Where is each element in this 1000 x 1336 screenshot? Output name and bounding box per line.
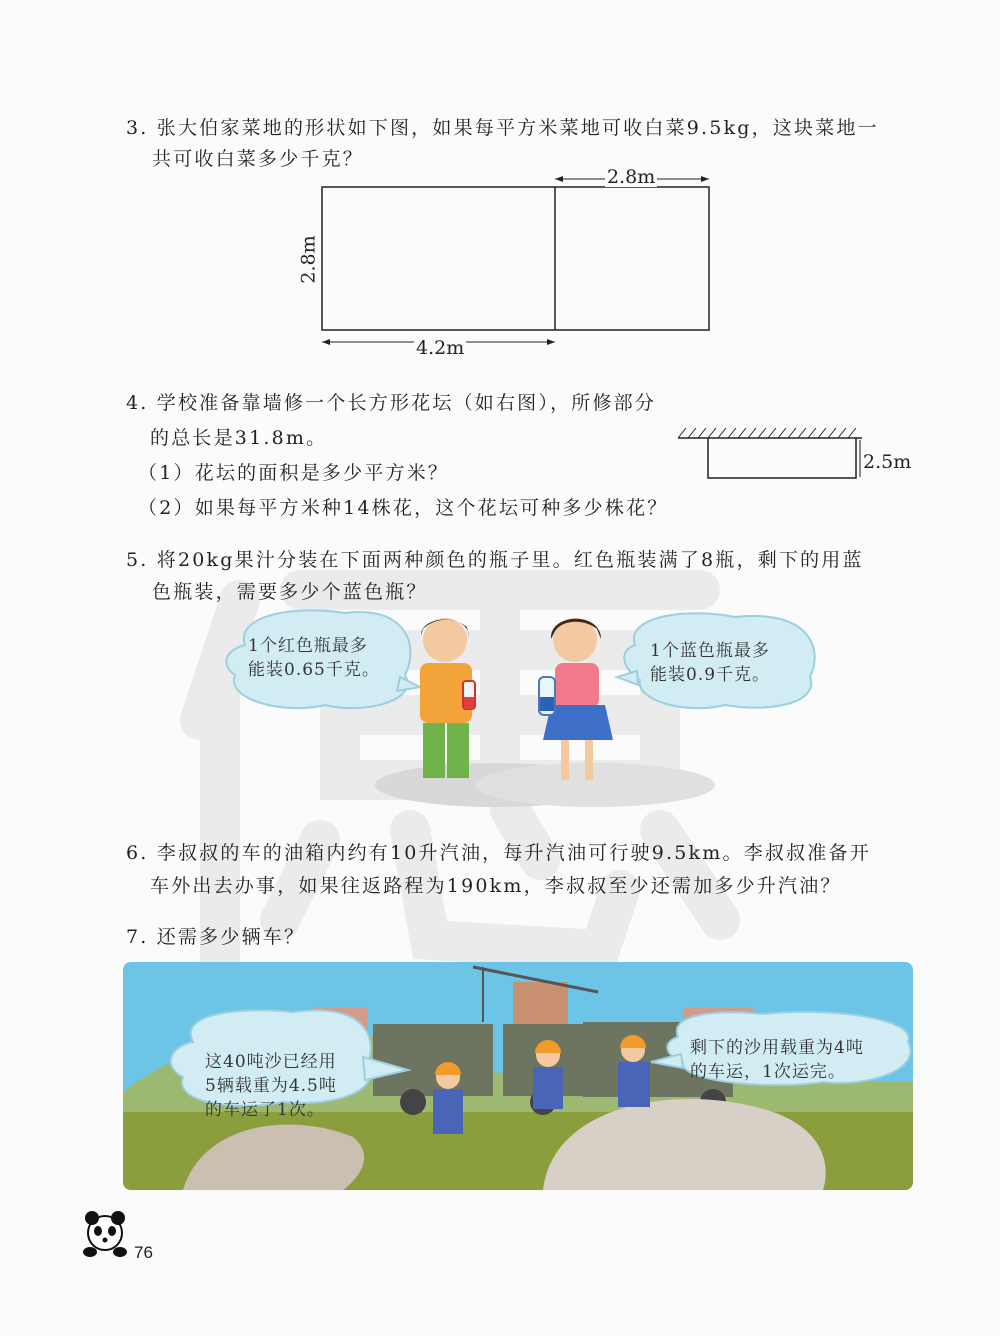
q7-bubble-left-line3: 的车运了1次。 [205, 1100, 325, 1120]
q4-text-line2: 的总长是31.8m。 [150, 427, 328, 449]
q4-sub-question-1: （1）花坛的面积是多少平方米？ [138, 462, 450, 484]
q3-dim-top: 2.8m [607, 166, 656, 188]
q7-bubble-right-line1: 剩下的沙用载重为4吨 [690, 1038, 864, 1058]
q5-bubble-blue-line1: 1个蓝色瓶最多 [650, 641, 770, 661]
panda-icon [80, 1208, 130, 1263]
q5-bubble-blue-line2: 能装0.9千克。 [650, 665, 771, 685]
q3-field-diagram [295, 165, 725, 365]
q3-text-line2: 共可收白菜多少千克？ [152, 148, 365, 170]
q7-bubble-left-line1: 这40吨沙已经用 [205, 1052, 337, 1072]
q5-text-line2: 色瓶装，需要多少个蓝色瓶？ [152, 581, 428, 603]
q6-text-line2: 车外出去办事，如果往返路程为190km，李叔叔至少还需加多少升汽油？ [150, 875, 842, 897]
q5-bubble-red-line2: 能装0.65千克。 [248, 660, 380, 680]
q4-flowerbed-diagram [670, 422, 870, 486]
q3-dim-left: 2.8m [297, 235, 320, 284]
q7-title: 7. 还需多少辆车？ [126, 926, 306, 948]
q7-bubble-left-line2: 5辆载重为4.5吨 [205, 1076, 337, 1096]
page-number: 76 [134, 1243, 153, 1262]
q3-text-line1: 3. 张大伯家菜地的形状如下图，如果每平方米菜地可收白菜9.5kg，这块菜地一 [126, 117, 879, 139]
q3-dim-bottom: 4.2m [416, 337, 465, 359]
q4-sub-question-2: （2）如果每平方米种14株花，这个花坛可种多少株花？ [138, 497, 669, 519]
q6-text-line1: 6. 李叔叔的车的油箱内约有10升汽油，每升汽油可行驶9.5km。李叔叔准备开 [126, 842, 871, 864]
q5-text-line1: 5. 将20kg果汁分装在下面两种颜色的瓶子里。红色瓶装满了8瓶，剩下的用蓝 [126, 549, 864, 571]
q4-dim-height: 2.5m [863, 451, 912, 473]
q5-bubble-red-line1: 1个红色瓶最多 [248, 636, 368, 656]
q4-text-line1: 4. 学校准备靠墙修一个长方形花坛（如右图），所修部分 [126, 392, 657, 414]
q7-bubble-right-line2: 的车运，1次运完。 [690, 1062, 846, 1082]
